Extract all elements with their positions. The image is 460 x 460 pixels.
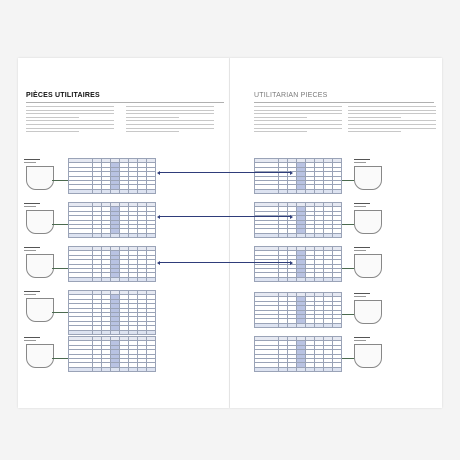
table-cell xyxy=(306,277,315,281)
table-cell xyxy=(306,189,315,193)
table-cell xyxy=(279,323,288,327)
pattern-section xyxy=(18,334,230,394)
table-cell xyxy=(288,323,297,327)
intro-text-line xyxy=(254,128,342,129)
table-cell xyxy=(120,233,129,237)
size-table xyxy=(254,202,342,238)
pattern-piece-sketch xyxy=(354,300,382,324)
intro-text-line xyxy=(254,117,307,118)
table-cell xyxy=(129,189,138,193)
intro-text-line xyxy=(126,128,214,129)
table-cell xyxy=(288,189,297,193)
table-cell xyxy=(129,367,138,371)
intro-text-line xyxy=(348,117,401,118)
table-cell xyxy=(279,233,288,237)
table-cell xyxy=(255,323,279,327)
double-arrow-icon xyxy=(160,262,290,263)
table-cell xyxy=(69,367,93,371)
intro-text-line xyxy=(254,113,342,114)
table-cell xyxy=(129,277,138,281)
table-cell xyxy=(120,277,129,281)
table-cell xyxy=(120,189,129,193)
left-page-title: PIÈCES UTILITAIRES xyxy=(26,92,100,99)
table-cell xyxy=(315,367,324,371)
intro-text-line xyxy=(254,106,342,107)
table-cell xyxy=(93,233,102,237)
intro-text-line xyxy=(348,131,401,132)
table-row xyxy=(255,277,342,281)
table-cell xyxy=(255,277,279,281)
table-row xyxy=(69,367,156,371)
intro-text-line xyxy=(348,128,436,129)
table-cell xyxy=(69,233,93,237)
table-cell xyxy=(288,233,297,237)
size-table xyxy=(254,292,342,328)
sketch-pointer xyxy=(52,312,68,313)
intro-text-line xyxy=(126,106,214,107)
intro-text-line xyxy=(254,131,307,132)
intro-text-line xyxy=(254,110,342,111)
table-cell xyxy=(138,233,147,237)
table-cell xyxy=(324,277,333,281)
pattern-piece-sketch xyxy=(26,344,54,368)
pattern-piece-sketch xyxy=(354,166,382,190)
pattern-piece-label xyxy=(354,336,370,341)
table-cell xyxy=(315,323,324,327)
table-cell xyxy=(288,367,297,371)
table-cell xyxy=(306,367,315,371)
sketch-pointer xyxy=(52,268,68,269)
table-row xyxy=(69,189,156,193)
table-cell xyxy=(120,367,129,371)
table-row xyxy=(255,367,342,371)
pattern-piece-label xyxy=(354,158,370,163)
right-intro-text-2 xyxy=(348,106,436,135)
table-cell xyxy=(279,277,288,281)
table-cell xyxy=(306,323,315,327)
table-cell xyxy=(93,277,102,281)
table-cell xyxy=(147,367,156,371)
sketch-pointer xyxy=(340,224,354,225)
table-cell xyxy=(288,277,297,281)
intro-text-line xyxy=(26,131,79,132)
table-cell xyxy=(138,189,147,193)
table-cell xyxy=(324,367,333,371)
pattern-piece-sketch xyxy=(26,166,54,190)
table-cell xyxy=(297,189,306,193)
size-table xyxy=(68,336,156,372)
table-cell xyxy=(69,277,93,281)
table-cell xyxy=(147,277,156,281)
table-cell xyxy=(255,367,279,371)
intro-text-line xyxy=(126,120,214,121)
intro-text-line xyxy=(348,113,436,114)
pattern-piece-label xyxy=(354,246,370,251)
table-cell xyxy=(297,233,306,237)
table-cell xyxy=(306,233,315,237)
sketch-pointer xyxy=(52,224,68,225)
table-cell xyxy=(93,189,102,193)
table-cell xyxy=(147,233,156,237)
size-table xyxy=(254,246,342,282)
pattern-piece-sketch xyxy=(26,298,54,322)
intro-text-line xyxy=(126,124,214,125)
table-cell xyxy=(129,233,138,237)
size-table xyxy=(68,246,156,282)
intro-text-line xyxy=(26,106,114,107)
intro-text-line xyxy=(126,113,214,114)
left-page xyxy=(18,58,230,408)
right-intro-text xyxy=(254,106,342,135)
sketch-pointer xyxy=(52,180,68,181)
table-cell xyxy=(333,189,342,193)
pattern-piece-label xyxy=(24,202,40,207)
intro-text-line xyxy=(26,124,114,125)
table-row xyxy=(69,233,156,237)
table-cell xyxy=(93,367,102,371)
sketch-pointer xyxy=(340,180,354,181)
intro-text-line xyxy=(348,120,436,121)
table-cell xyxy=(255,233,279,237)
size-table xyxy=(254,336,342,372)
table-cell xyxy=(102,367,111,371)
pattern-piece-sketch xyxy=(354,344,382,368)
table-row xyxy=(255,233,342,237)
sketch-pointer xyxy=(340,358,354,359)
left-intro-text xyxy=(26,106,114,135)
table-cell xyxy=(147,189,156,193)
table-cell xyxy=(102,277,111,281)
sketch-pointer xyxy=(52,358,68,359)
table-cell xyxy=(297,277,306,281)
pattern-piece-label xyxy=(354,202,370,207)
right-title-rule xyxy=(254,102,434,103)
size-table xyxy=(68,290,156,335)
table-cell xyxy=(297,323,306,327)
table-cell xyxy=(297,367,306,371)
table-cell xyxy=(111,277,120,281)
table-row xyxy=(69,277,156,281)
intro-text-line xyxy=(126,131,179,132)
size-table xyxy=(68,202,156,238)
left-title-rule xyxy=(26,102,224,103)
table-cell xyxy=(111,189,120,193)
intro-text-line xyxy=(26,128,114,129)
intro-text-line xyxy=(254,124,342,125)
table-cell xyxy=(315,277,324,281)
pattern-piece-label xyxy=(24,158,40,163)
pattern-piece-label xyxy=(24,290,40,295)
table-cell xyxy=(279,367,288,371)
table-cell xyxy=(324,189,333,193)
table-cell xyxy=(315,233,324,237)
size-table xyxy=(68,158,156,194)
right-page xyxy=(230,58,442,408)
table-cell xyxy=(111,367,120,371)
intro-text-line xyxy=(348,110,436,111)
table-cell xyxy=(333,233,342,237)
pattern-piece-sketch xyxy=(354,210,382,234)
table-cell xyxy=(111,233,120,237)
pattern-piece-sketch xyxy=(26,210,54,234)
pattern-piece-label xyxy=(24,246,40,251)
table-cell xyxy=(315,189,324,193)
intro-text-line xyxy=(26,120,114,121)
pattern-piece-label xyxy=(24,336,40,341)
table-cell xyxy=(333,277,342,281)
intro-text-line xyxy=(348,106,436,107)
intro-text-line xyxy=(254,120,342,121)
table-cell xyxy=(333,367,342,371)
pattern-piece-sketch xyxy=(354,254,382,278)
right-page-title: UTILITARIAN PIECES xyxy=(254,92,328,99)
table-cell xyxy=(324,233,333,237)
pattern-section xyxy=(230,334,442,394)
left-intro-text-2 xyxy=(126,106,214,135)
table-cell xyxy=(102,233,111,237)
pattern-piece-label xyxy=(354,292,370,297)
table-cell xyxy=(102,189,111,193)
intro-text-line xyxy=(126,117,179,118)
table-row xyxy=(255,323,342,327)
double-arrow-icon xyxy=(160,172,290,173)
table-cell xyxy=(324,323,333,327)
intro-text-line xyxy=(26,113,114,114)
table-cell xyxy=(279,189,288,193)
sketch-pointer xyxy=(340,314,354,315)
table-cell xyxy=(138,367,147,371)
table-cell xyxy=(138,277,147,281)
pattern-piece-sketch xyxy=(26,254,54,278)
intro-text-line xyxy=(126,110,214,111)
double-arrow-icon xyxy=(160,216,290,217)
table-cell xyxy=(255,189,279,193)
intro-text-line xyxy=(26,117,79,118)
intro-text-line xyxy=(348,124,436,125)
table-row xyxy=(255,189,342,193)
sketch-pointer xyxy=(340,268,354,269)
table-cell xyxy=(69,189,93,193)
intro-text-line xyxy=(26,110,114,111)
table-cell xyxy=(333,323,342,327)
size-table xyxy=(254,158,342,194)
